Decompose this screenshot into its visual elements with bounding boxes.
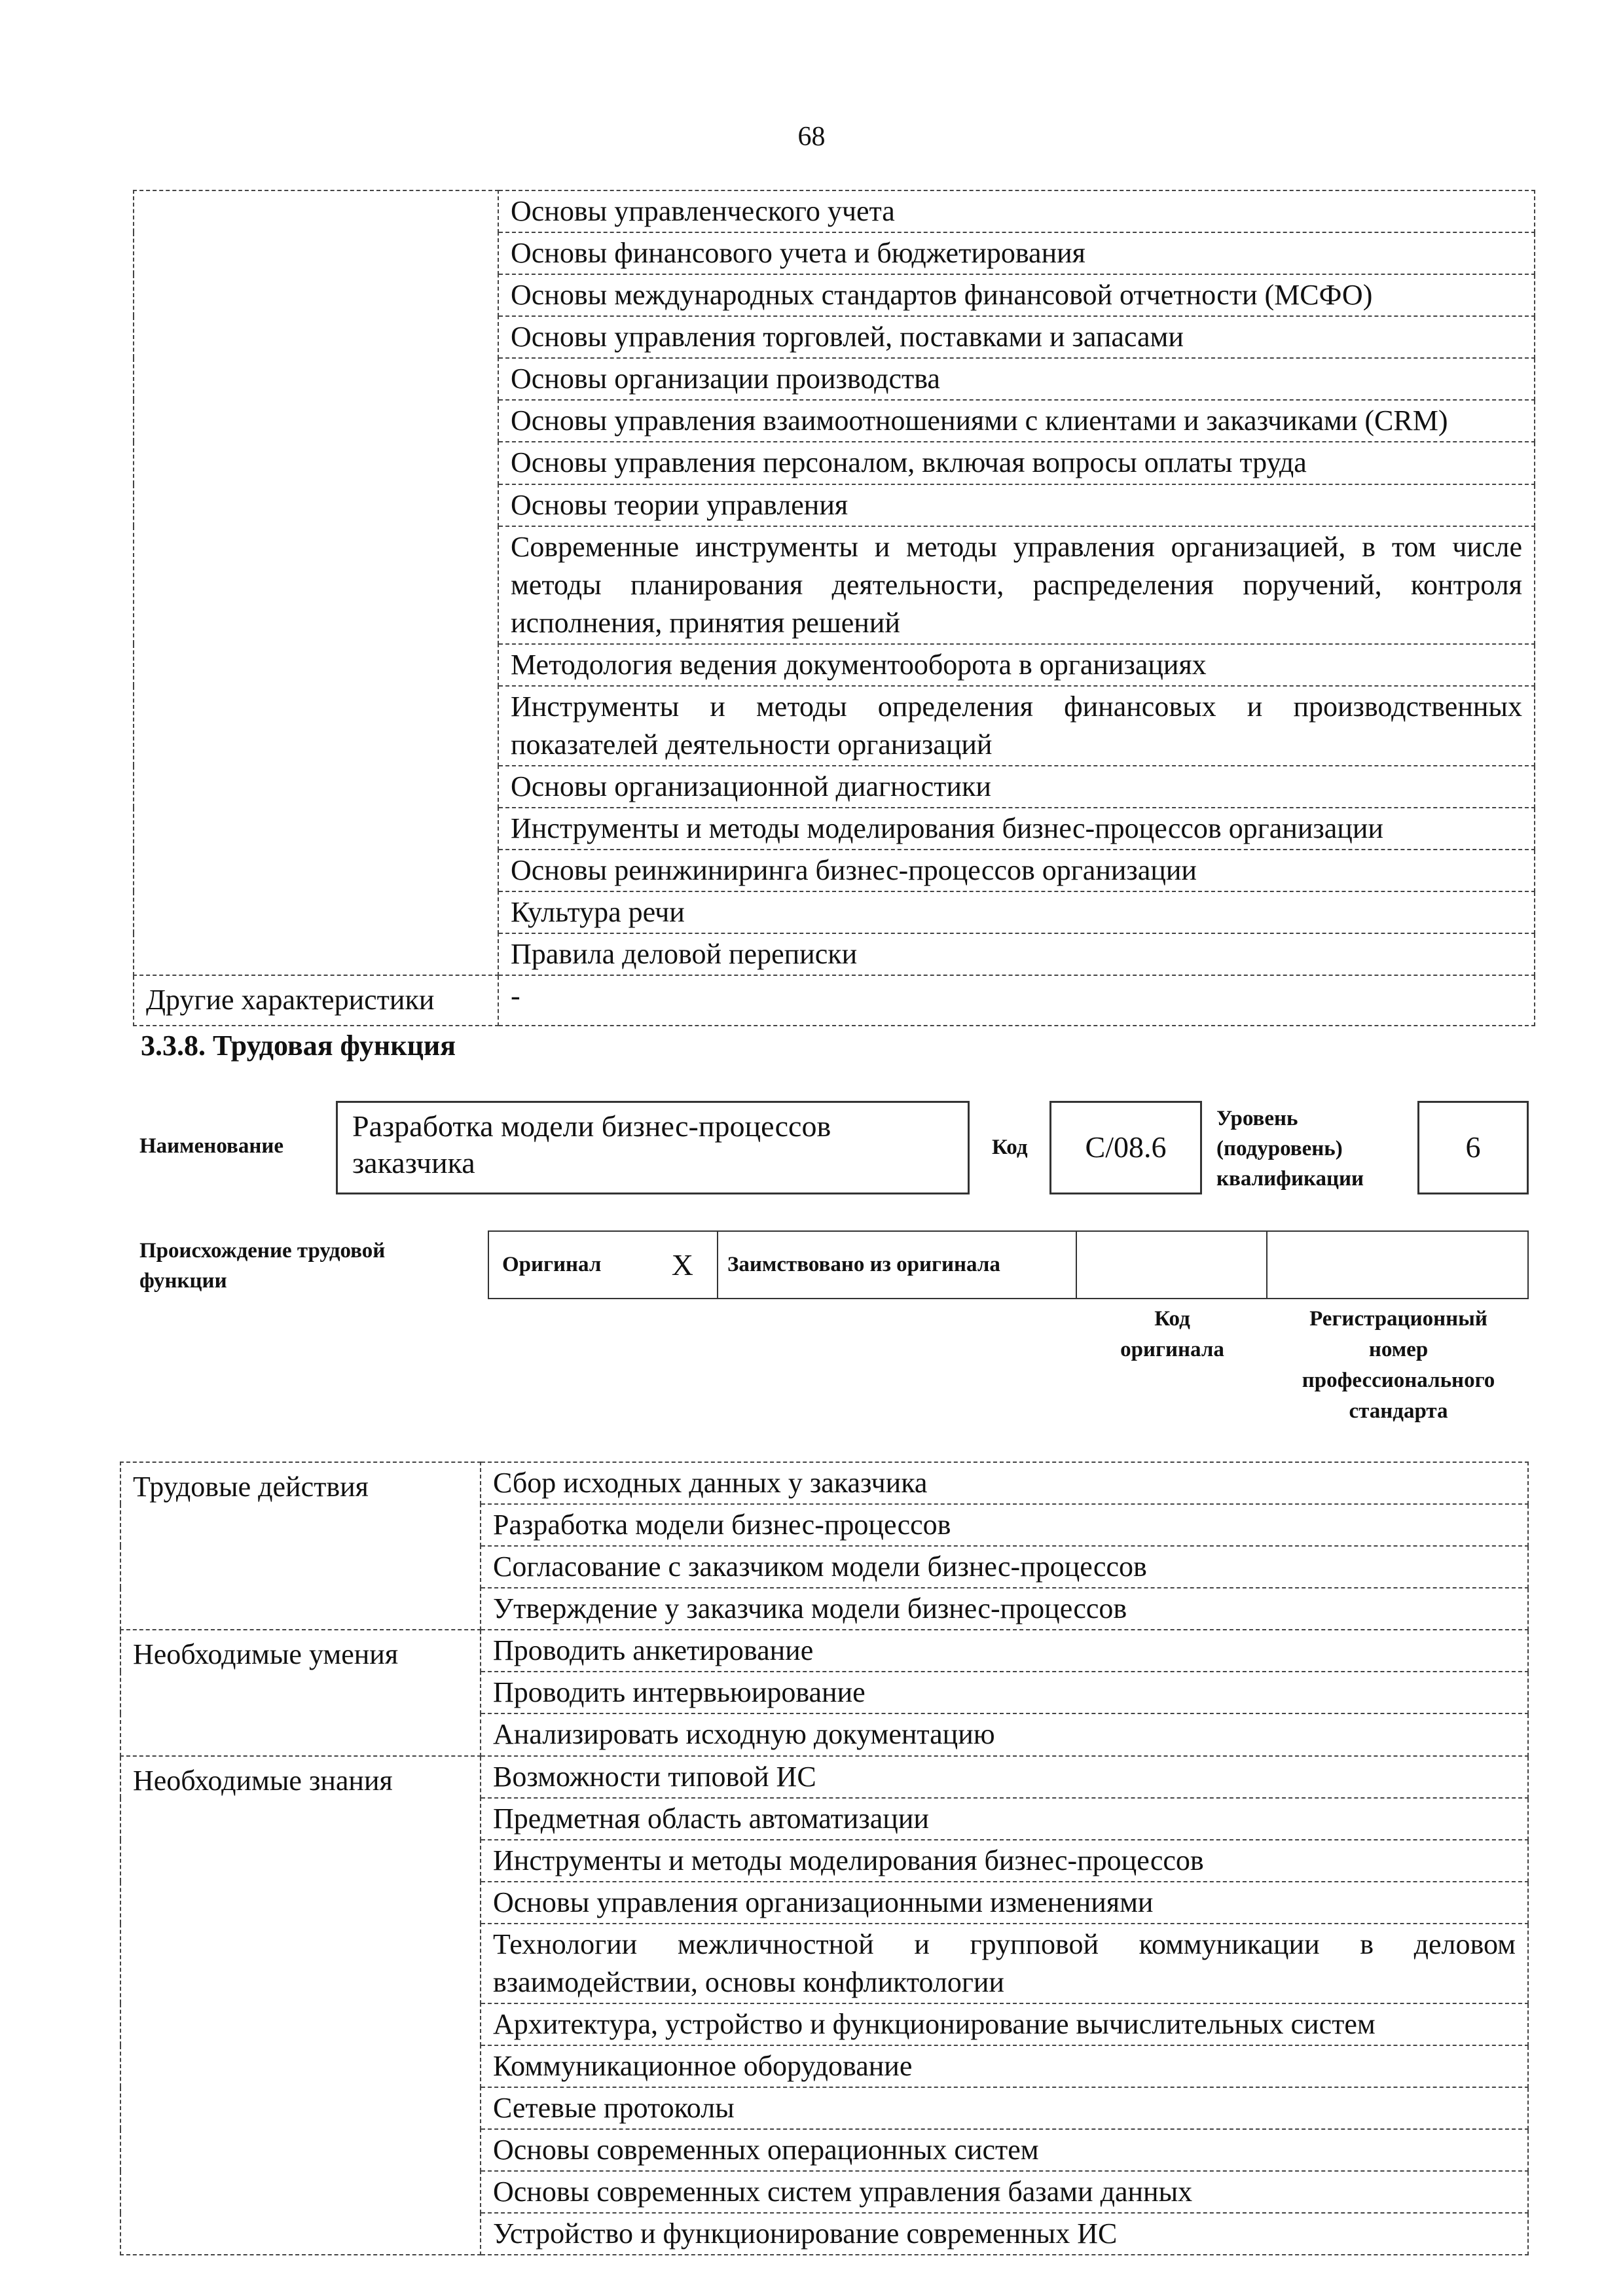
caption-line: стандарта: [1349, 1399, 1448, 1423]
list-item: Методология ведения документооборота в организациях: [498, 644, 1535, 686]
list-item: Основы реинжиниринга бизнес-процессов организации: [498, 850, 1535, 891]
origin-label-line: функции: [139, 1269, 227, 1293]
function-name-box: [336, 1101, 970, 1194]
list-item: Основы организации производства: [498, 358, 1535, 400]
list-item: Возможности типовой ИС: [481, 1756, 1528, 1798]
original-cell: [489, 1232, 718, 1298]
function-details-table: [120, 1462, 1529, 2255]
caption-line: оригинала: [1120, 1337, 1224, 1361]
level-label: [1216, 1103, 1364, 1194]
list-item: Инструменты и методы определения финансовых и производственных показателей деятельности организаций: [498, 686, 1535, 766]
page-number: 68: [797, 122, 826, 152]
list-item: Основы организационной диагностики: [498, 766, 1535, 808]
level-value-box: [1417, 1101, 1529, 1194]
required-skills-label: Необходимые умения: [120, 1630, 481, 1755]
list-item: Коммуникационное оборудование: [481, 2045, 1528, 2087]
list-item: Основы международных стандартов финансовой отчетности (МСФО): [498, 274, 1535, 316]
origin-label: [139, 1236, 385, 1296]
caption-line: профессионального: [1302, 1368, 1495, 1392]
list-item: Современные инструменты и методы управления организацией, в том числе методы планирования деятельности, распределения поручений, контроля исполнения, принятия решений: [498, 526, 1535, 644]
registration-number-caption: [1267, 1304, 1529, 1426]
name-label: Наименование: [139, 1134, 283, 1158]
function-code-box: [1049, 1101, 1202, 1194]
original-code-caption: [1077, 1304, 1267, 1365]
original-code-cell: [1077, 1232, 1267, 1298]
list-item: Предметная область автоматизации: [481, 1798, 1528, 1840]
list-item: Основы управления торговлей, поставками и запасами: [498, 316, 1535, 358]
original-mark: X: [671, 1248, 693, 1282]
list-item: Сбор исходных данных у заказчика: [481, 1462, 1528, 1504]
table-row: [120, 1462, 1528, 1504]
original-label: Оригинал: [502, 1253, 602, 1276]
list-item: Инструменты и методы моделирования бизнес-процессов: [481, 1840, 1528, 1882]
list-item: Основы управления персоналом, включая вопросы оплаты труда: [498, 442, 1535, 484]
level-value: 6: [1465, 1130, 1481, 1164]
table-row: [134, 975, 1535, 1025]
caption-line: Код: [1154, 1307, 1190, 1331]
list-item: Сетевые протоколы: [481, 2087, 1528, 2129]
list-item: Основы управленческого учета: [498, 190, 1535, 232]
list-item: Архитектура, устройство и функционирование вычислительных систем: [481, 2003, 1528, 2045]
list-item: Основы управления организационными изменениями: [481, 1882, 1528, 1924]
list-item: Культура речи: [498, 891, 1535, 933]
list-item: Инструменты и методы моделирования бизнес-процессов организации: [498, 808, 1535, 850]
other-characteristics-value: -: [498, 975, 1535, 1025]
list-item: Основы современных операционных систем: [481, 2129, 1528, 2171]
origin-label-line: Происхождение трудовой: [139, 1239, 386, 1263]
registration-number-cell: [1267, 1232, 1527, 1298]
function-code-value: C/08.6: [1085, 1130, 1167, 1164]
table-cell-empty: [134, 190, 498, 975]
level-label-line: квалификации: [1216, 1167, 1364, 1191]
list-item: Проводить интервьюирование: [481, 1672, 1528, 1713]
list-item: Разработка модели бизнес-процессов: [481, 1504, 1528, 1546]
list-item: Основы управления взаимоотношениями с клиентами и заказчиками (CRM): [498, 400, 1535, 442]
knowledge-continuation-table: [133, 190, 1535, 1026]
list-item: Правила деловой переписки: [498, 933, 1535, 975]
table-row: [120, 1756, 1528, 1798]
function-name-value: Разработка модели бизнес-процессов заказчика: [352, 1109, 831, 1180]
other-characteristics-label: Другие характеристики: [134, 975, 498, 1025]
code-label: Код: [992, 1136, 1028, 1159]
list-item: Анализировать исходную документацию: [481, 1713, 1528, 1755]
list-item: Устройство и функционирование современных ИС: [481, 2213, 1528, 2255]
caption-line: номер: [1368, 1337, 1429, 1361]
borrowed-cell: [718, 1232, 1077, 1298]
level-label-line: (подуровень): [1216, 1137, 1343, 1161]
labor-actions-label: Трудовые действия: [120, 1462, 481, 1630]
table-row: [120, 1630, 1528, 1672]
origin-row: [488, 1230, 1529, 1299]
list-item: Утверждение у заказчика модели бизнес-процессов: [481, 1588, 1528, 1630]
list-item: Согласование с заказчиком модели бизнес-процессов: [481, 1546, 1528, 1588]
caption-line: Регистрационный: [1309, 1307, 1487, 1331]
list-item: Основы теории управления: [498, 484, 1535, 526]
section-heading: 3.3.8. Трудовая функция: [141, 1030, 456, 1062]
required-knowledge-label: Необходимые знания: [120, 1756, 481, 2255]
list-item: Основы финансового учета и бюджетирования: [498, 232, 1535, 274]
level-label-line: Уровень: [1216, 1107, 1298, 1130]
list-item: Основы современных систем управления базами данных: [481, 2171, 1528, 2213]
list-item: Проводить анкетирование: [481, 1630, 1528, 1672]
table-row: [134, 190, 1535, 232]
list-item: Технологии межличностной и групповой коммуникации в деловом взаимодействии, основы конфликтологии: [481, 1924, 1528, 2003]
borrowed-label: Заимствовано из оригинала: [727, 1253, 1000, 1276]
